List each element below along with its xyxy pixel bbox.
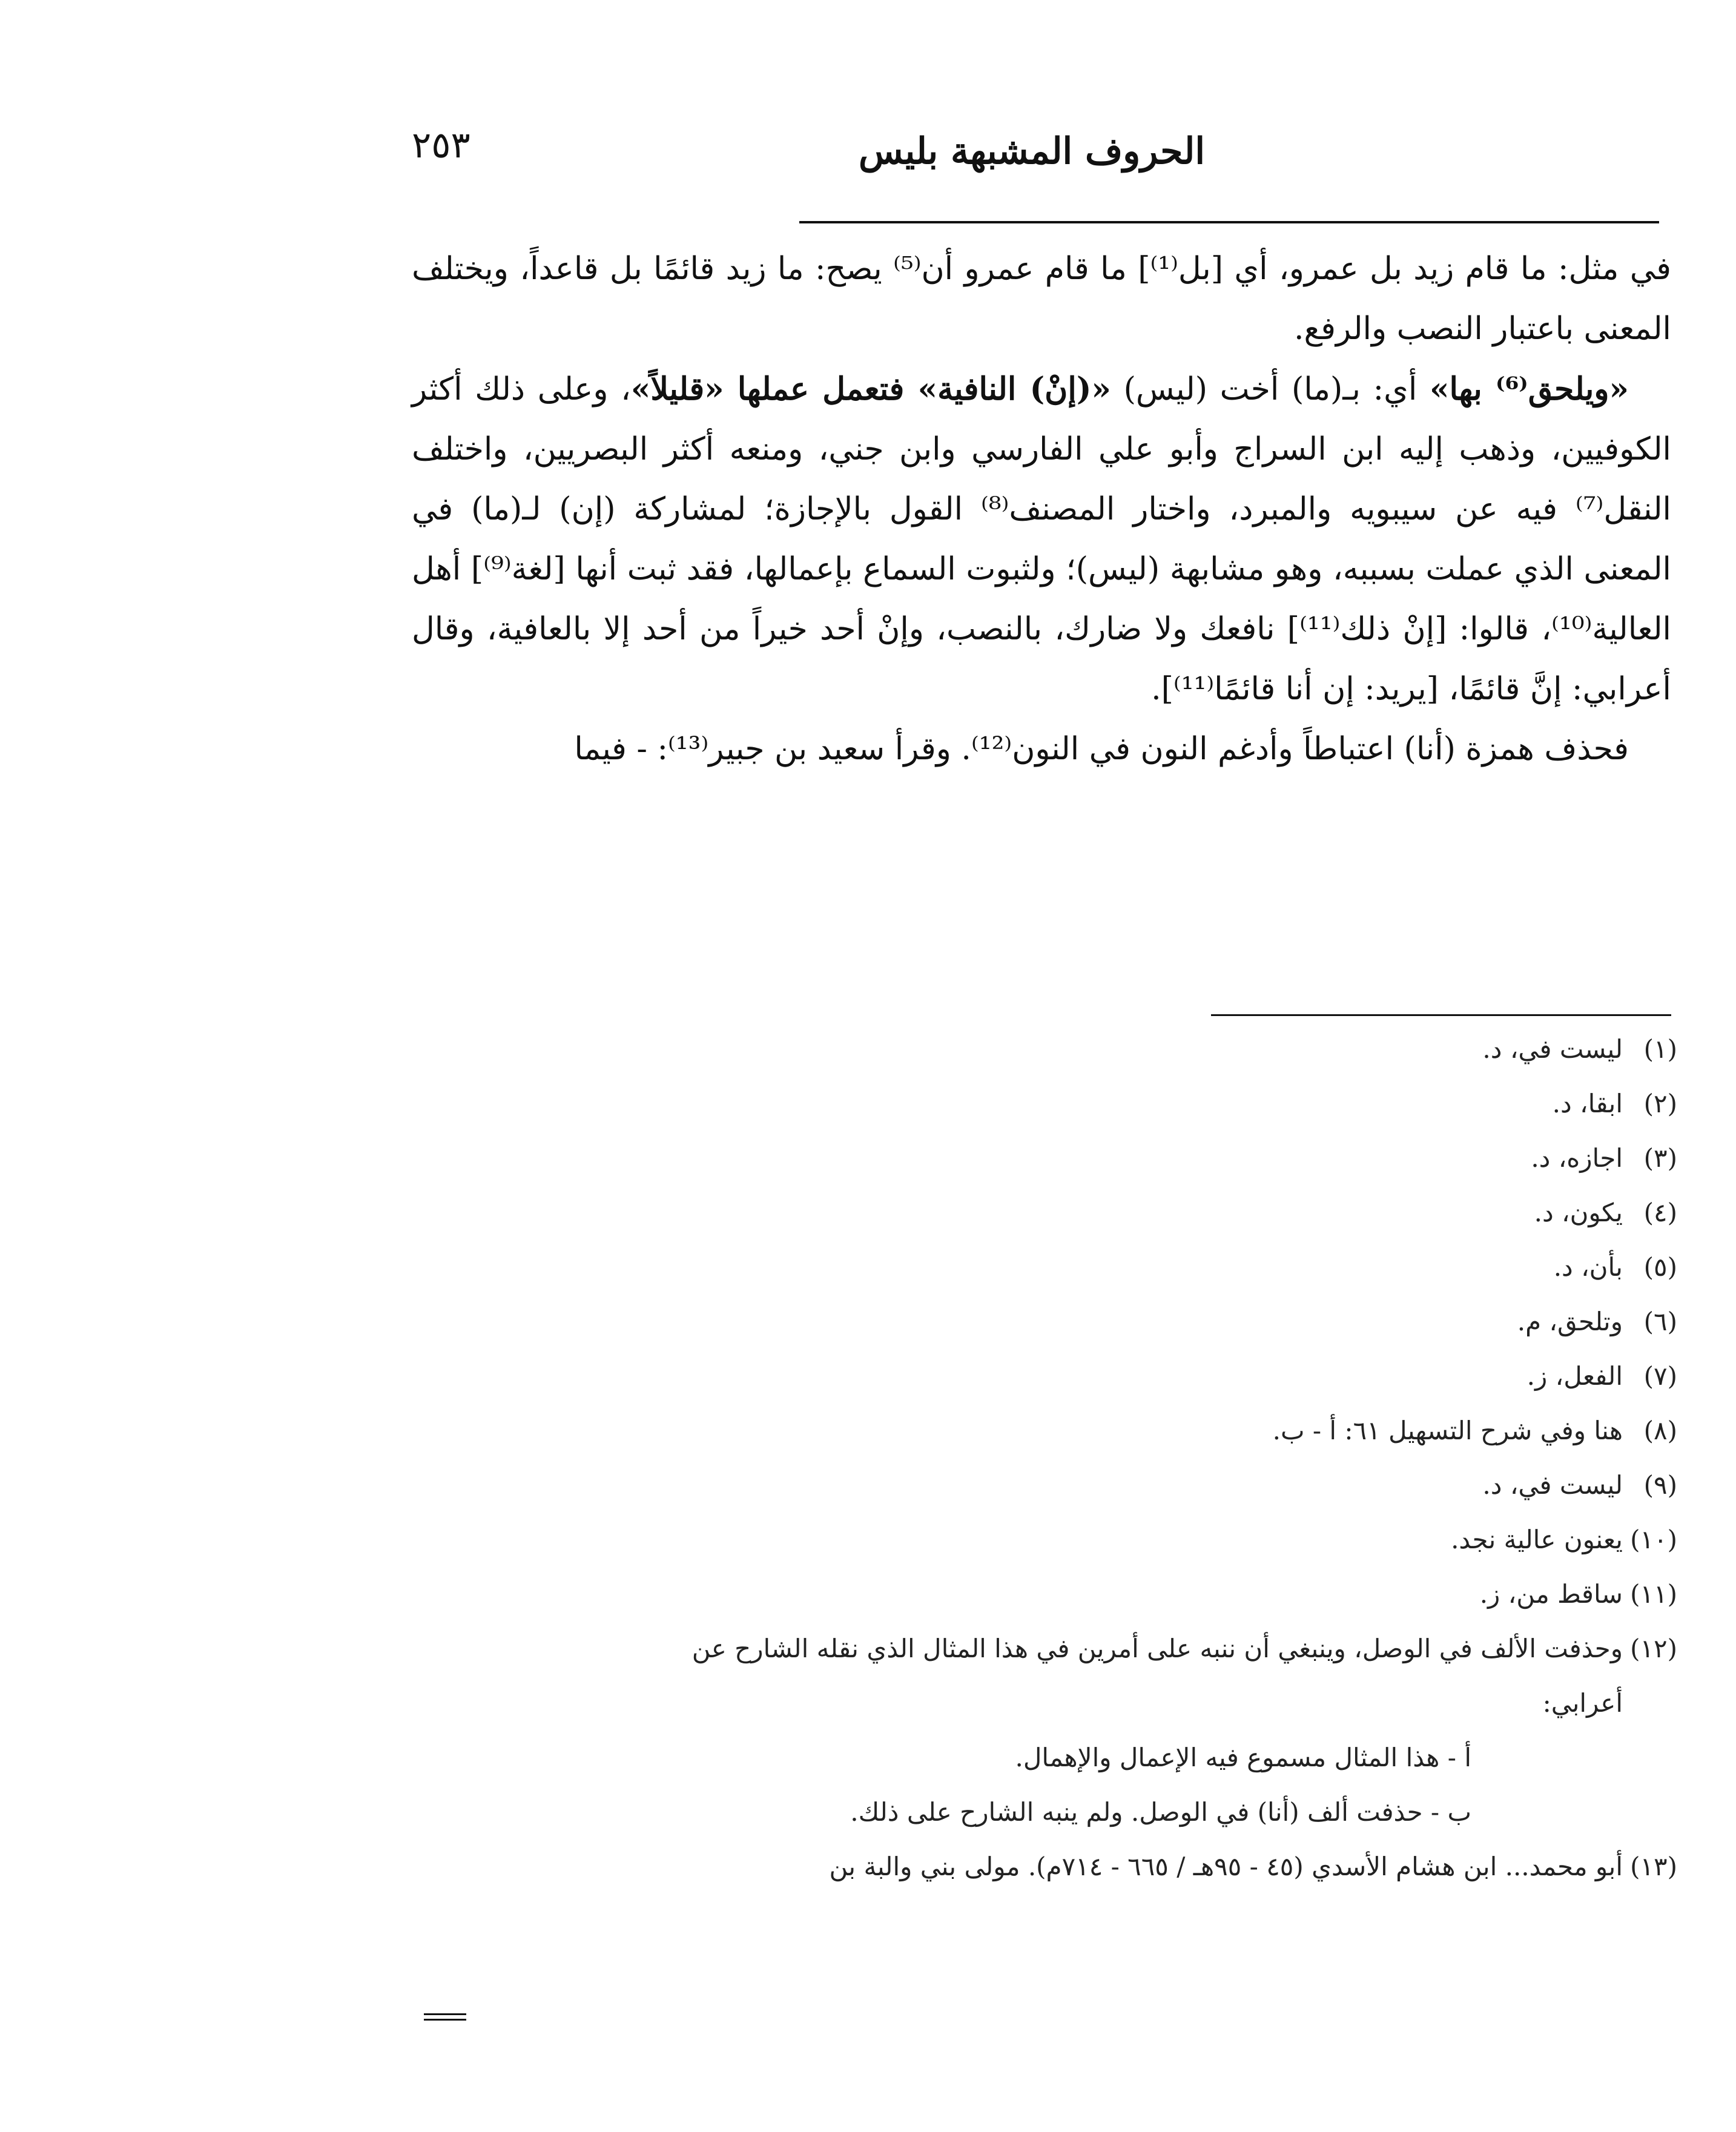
page-number: ٢٥٣ <box>412 124 470 167</box>
footnote: (١١)ساقط من، ز. <box>1479 1579 1677 1609</box>
footnote: (٩)ليست في، د. <box>1482 1470 1677 1500</box>
bold-phrase-2: «(إنْ) النافية» فتعمل عملها «قليلاً» <box>630 371 1111 408</box>
footnote: (٤)يكون، د. <box>1534 1198 1677 1227</box>
paragraph-2-rest: ، وعلى ذلك أكثر الكوفيين، وذهب إليه ابن السراج وأبو علي الفارسي وابن جني، ومنعه أكثر البصريين، واختلف النقل⁽⁷⁾ فيه عن سيبويه والمبرد، واختار المصنف⁽⁸⁾ القول بالإجازة؛ لمشاركة (إن) لـ(ما) في المعنى الذي عملت بسببه، وهو مشابهة (ليس)؛ ولثبوت السماع بإعمالها، فقد ثبت أنها [لغة⁽⁹⁾] أهل العالية⁽¹⁰⁾، قالوا: [إنْ ذلك⁽¹¹⁾] نافعك ولا ضارك، بالنصب، وإنْ أحد خيراً من أحد إلا بالعافية، وقال أعرابي: إنَّ قائمًا، [يريد: إن أنا قائمًا⁽¹¹⁾]. <box>412 371 1672 707</box>
paragraph-1: في مثل: ما قام زيد بل عمرو، أي [بل⁽¹⁾] ما قام عمرو أن⁽⁵⁾ يصح: ما زيد قائمًا بل قاعداً، ويختلف المعنى باعتبار النصب والرفع. <box>412 251 1672 347</box>
bold-phrase-1: «ويلحق⁽⁶⁾ بها» <box>1429 371 1629 408</box>
footnote-continuation: أعرابي: <box>1542 1688 1623 1718</box>
footnote: (٥)بأن، د. <box>1553 1252 1677 1282</box>
footnote: (١٢)وحذفت الألف في الوصل، وينبغي أن ننبه على أمرين في هذا المثال الذي نقله الشارح عن <box>691 1634 1677 1663</box>
continuation-mark <box>424 2013 466 2024</box>
footnote: (١٣)أبو محمد... ابن هشام الأسدي (٤٥ - ٩٥هـ / ٦٦٥ - ٧١٤م). مولى بني والبة بن <box>829 1852 1677 1881</box>
main-text <box>412 239 1671 779</box>
footnote: (١٠)يعنون عالية نجد. <box>1451 1525 1677 1554</box>
footnote: (٦)وتلحق، م. <box>1517 1307 1677 1336</box>
paragraph-2-mid: أي: بـ(ما) أخت (ليس) <box>1111 371 1430 408</box>
footnote: (٢)ابقا، د. <box>1552 1089 1677 1118</box>
footnote-subitem-a: أ - هذا المثال مسموع فيه الإعمال والإهمال. <box>1015 1743 1471 1772</box>
footnote-separator <box>1211 1014 1671 1016</box>
footnote: (٧)الفعل، ز. <box>1526 1361 1677 1391</box>
footnote: (٣)اجازه، د. <box>1531 1143 1677 1173</box>
footnote: (٨)هنا وفي شرح التسهيل ٦١: أ - ب. <box>1272 1416 1677 1445</box>
page-header <box>394 124 1736 197</box>
footnote-subitem-b: ب - حذفت ألف (أنا) في الوصل. ولم ينبه الشارح على ذلك. <box>850 1797 1471 1827</box>
paragraph-2 <box>412 359 1671 719</box>
footnote: (١)ليست في، د. <box>1482 1034 1677 1064</box>
paragraph-3: فحذف همزة (أنا) اعتباطاً وأدغم النون في النون⁽¹²⁾. وقرأ سعيد بن جبير⁽¹³⁾: - فيما <box>574 731 1629 767</box>
page-title: الحروف المشبهة بليس <box>859 130 1205 173</box>
footnotes <box>424 1022 1677 1894</box>
header-rule <box>799 221 1659 223</box>
